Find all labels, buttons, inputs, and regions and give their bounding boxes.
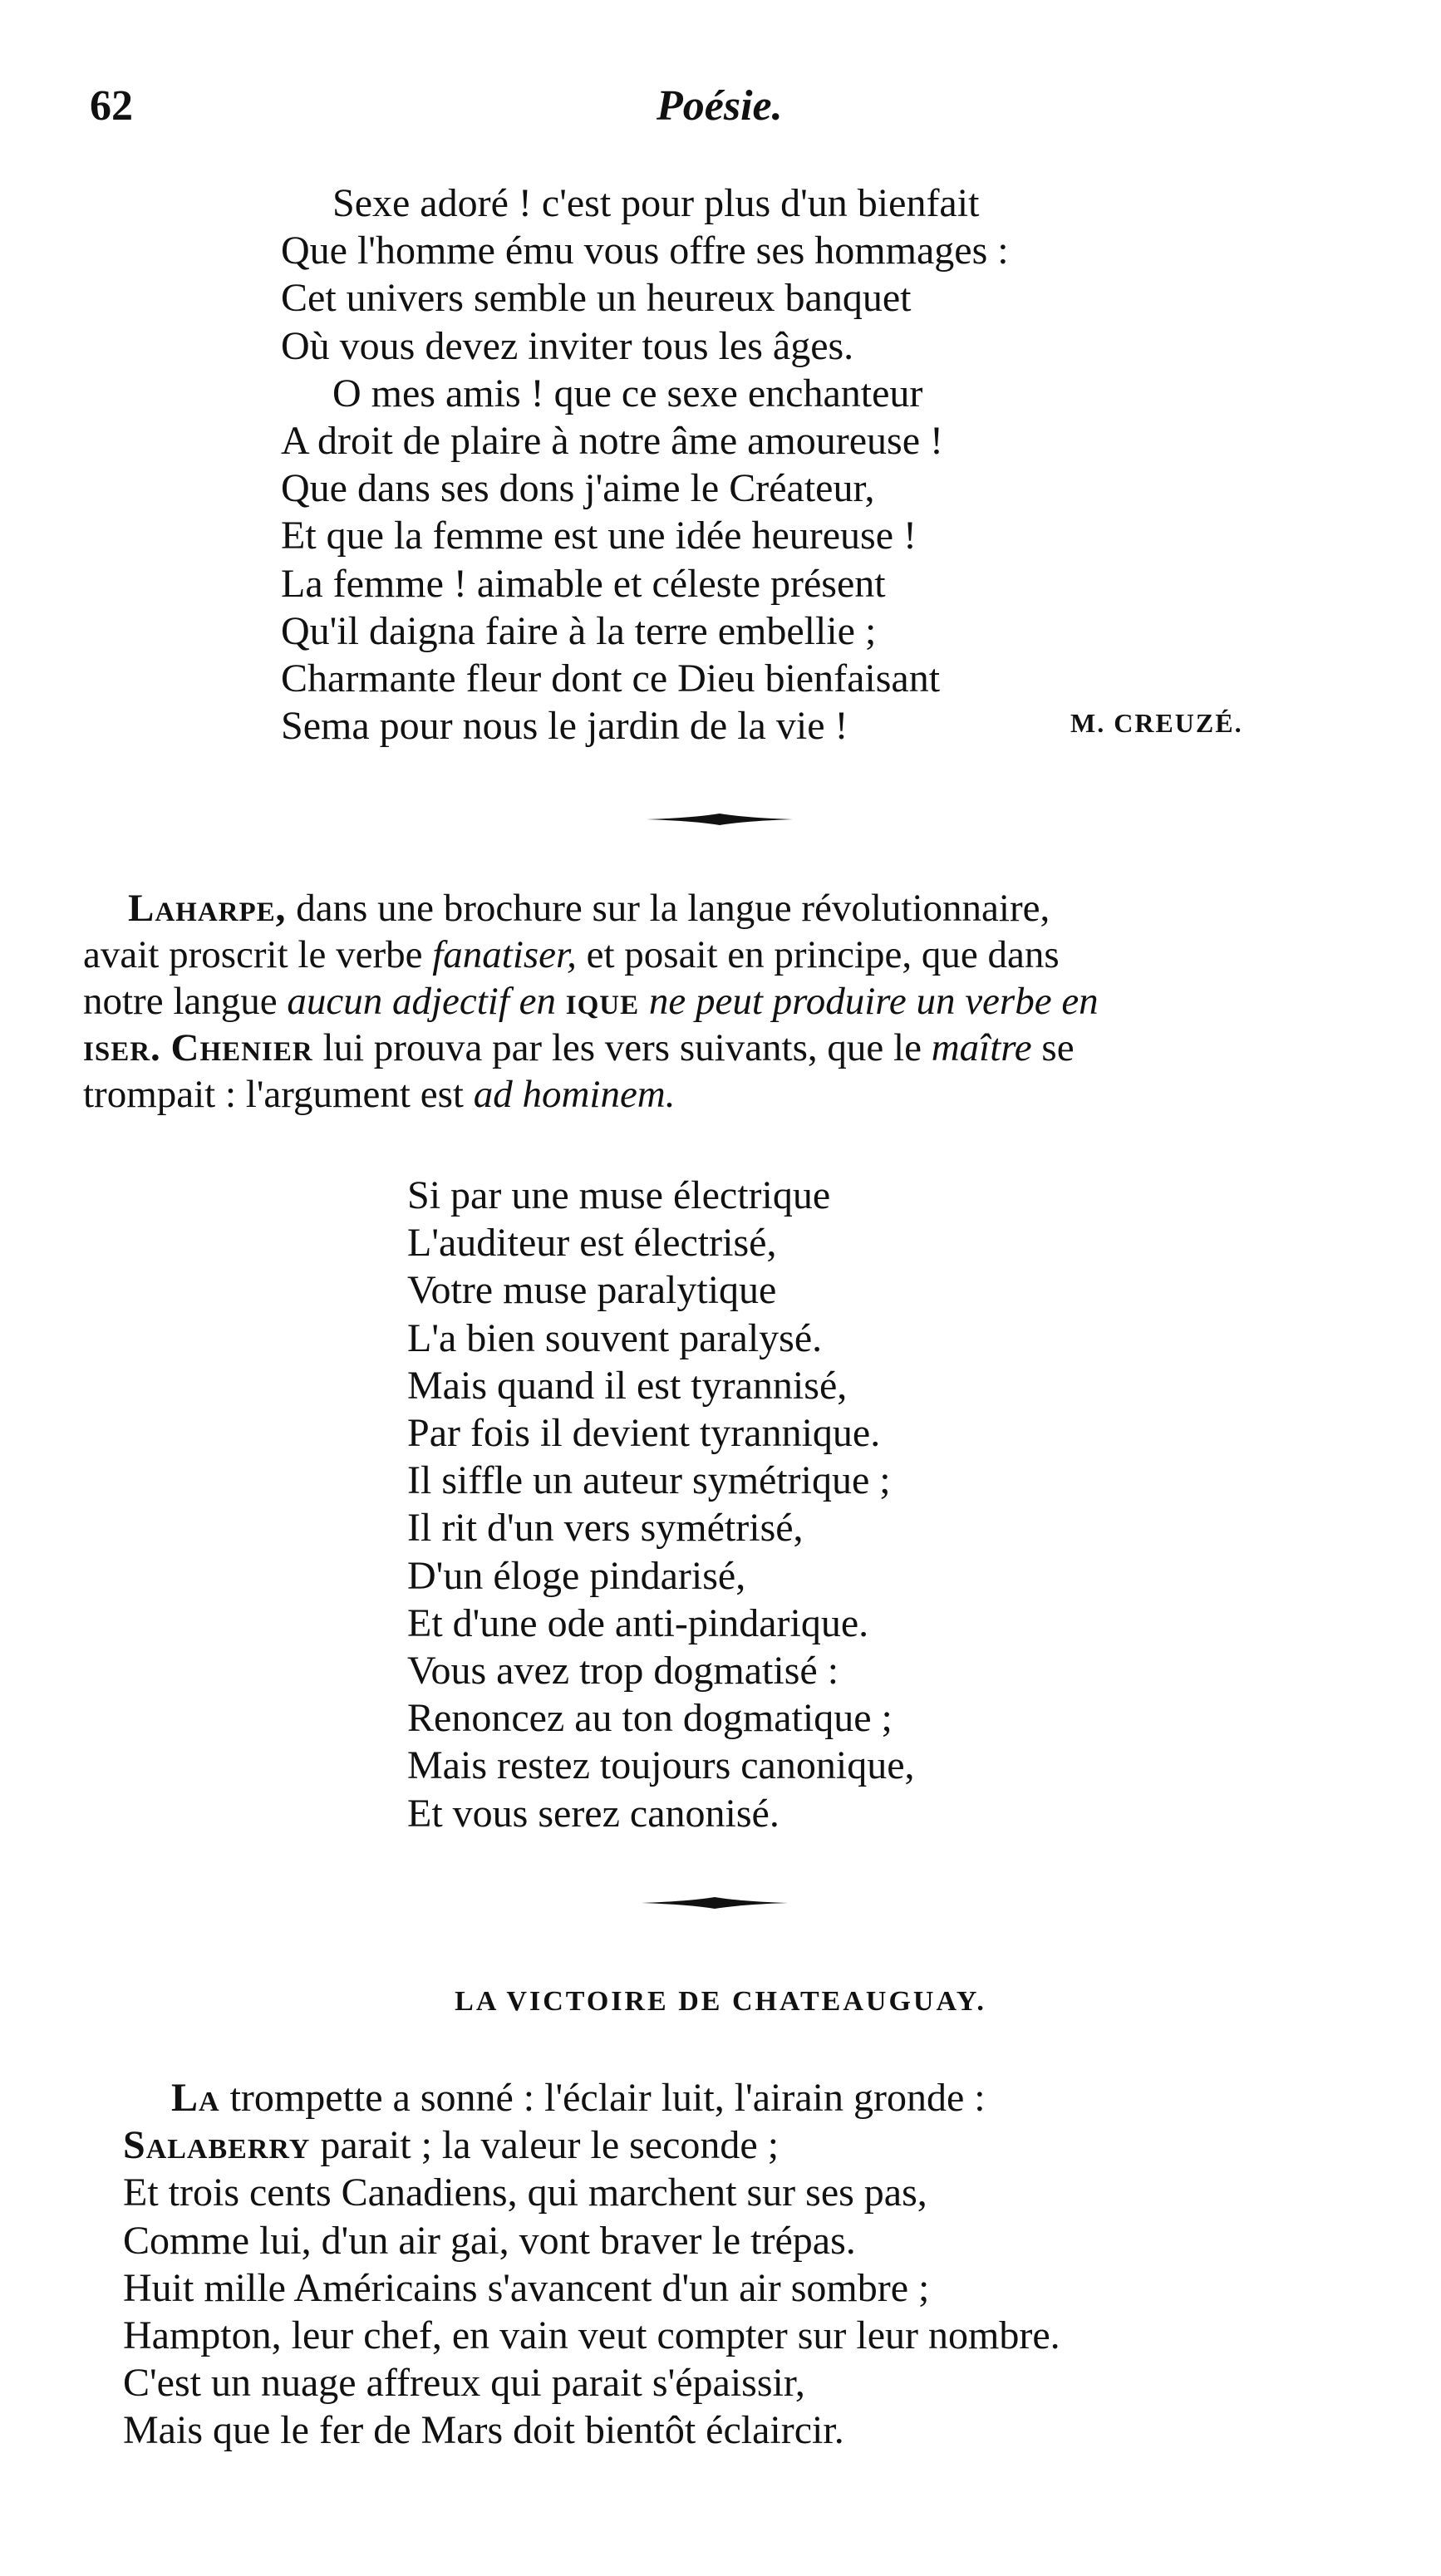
prose-text xyxy=(161,1026,171,1069)
verse-line: A droit de plaire à notre âme amoureuse ! xyxy=(281,419,944,464)
verse-line: Qu'il daigna faire à la terre embellie ; xyxy=(281,608,877,653)
verse-line xyxy=(123,2121,1060,2169)
italic-word: fanatiser, xyxy=(432,933,577,976)
ornament-divider xyxy=(645,811,794,828)
verse-text: trompette a sonné : l'éclair luit, l'airain gronde : xyxy=(219,2076,986,2120)
verse-line: O mes amis ! que ce sexe enchanteur xyxy=(332,371,923,415)
verse-line: Il rit d'un vers symétrisé, xyxy=(407,1506,804,1551)
verse-line: Renoncez au ton dogmatique ; xyxy=(407,1696,893,1741)
italic-phrase: aucun adjectif en xyxy=(287,980,566,1023)
verse-line: Sema pour nous le jardin de la vie ! xyxy=(281,704,848,749)
ornament-rule-icon xyxy=(645,811,794,828)
verse-line: Votre muse paralytique xyxy=(407,1268,777,1313)
author-attribution: M. CREUZÉ. xyxy=(1070,708,1243,738)
ornament-divider xyxy=(640,1895,789,1911)
verse-line: Il siffle un auteur symétrique ; xyxy=(407,1458,891,1503)
poem-chateauguay xyxy=(123,2074,1060,2455)
name-laharpe: Laharpe, xyxy=(128,887,287,930)
verse-line: Mais restez toujours canonique, xyxy=(407,1743,915,1788)
verse-line: Que dans ses dons j'aime le Créateur, xyxy=(281,466,875,511)
drop-caps-word: La xyxy=(171,2076,220,2120)
ornament-rule-icon xyxy=(640,1895,789,1911)
section-title: LA VICTOIRE DE CHATEAUGUAY. xyxy=(455,1986,986,2017)
verse-line xyxy=(123,2074,1060,2121)
prose-line xyxy=(83,1071,1371,1118)
verse-line: Huit mille Américains s'avancent d'un air sombre ; xyxy=(123,2265,930,2310)
verse-line: Et que la femme est une idée heureuse ! xyxy=(281,514,917,558)
prose-text: avait proscrit le verbe xyxy=(83,933,433,976)
verse-line: Vous avez trop dogmatisé : xyxy=(407,1649,839,1694)
verse-line: Et vous serez canonisé. xyxy=(407,1791,780,1836)
verse-line: Si par une muse électrique xyxy=(407,1173,831,1217)
verse-line: Cet univers semble un heureux banquet xyxy=(281,276,912,321)
prose-text: dans une brochure sur la langue révolutionnaire, xyxy=(286,887,1050,930)
name-salaberry: Salaberry xyxy=(123,2123,311,2168)
prose-text: et posait en principe, que dans xyxy=(576,933,1060,976)
prose-text: notre langue xyxy=(83,980,288,1023)
verse-line: Hampton, leur chef, en vain veut compter sur leur nombre. xyxy=(123,2313,1060,2358)
prose-paragraph xyxy=(83,885,1371,1118)
prose-text: se xyxy=(1031,1026,1075,1069)
verse-line: L'a bien souvent paralysé. xyxy=(407,1315,823,1360)
verse-line: Mais quand il est tyrannisé, xyxy=(407,1363,848,1408)
page-header xyxy=(0,81,1441,140)
verse-line: L'auditeur est électrisé, xyxy=(407,1221,777,1266)
page-number: 62 xyxy=(90,82,133,130)
prose-text: trompait : l'argument est xyxy=(83,1073,474,1116)
name-chenier: Chenier xyxy=(170,1026,313,1069)
verse-line: Par fois il devient tyrannique. xyxy=(407,1411,881,1456)
verse-line: Sexe adoré ! c'est pour plus d'un bienfait xyxy=(332,181,980,225)
verse-line: Et trois cents Canadiens, qui marchent sur ses pas, xyxy=(123,2170,927,2215)
verse-line: Comme lui, d'un air gai, vont braver le trépas. xyxy=(123,2218,856,2263)
italic-phrase: ne peut produire un verbe en xyxy=(639,980,1099,1023)
prose-line xyxy=(83,932,1371,978)
verse-line: Charmante fleur dont ce Dieu bienfaisant xyxy=(281,656,941,701)
verse-line: Et d'une ode anti-pindarique. xyxy=(407,1600,869,1645)
poem-muse-electrique xyxy=(407,1172,915,1837)
poem-sexe-adore xyxy=(281,179,1009,750)
small-caps-suffix: ique xyxy=(565,980,640,1023)
verse-line: Mais que le fer de Mars doit bientôt éclaircir. xyxy=(123,2408,844,2453)
verse-line: La femme ! aimable et céleste présent xyxy=(281,561,886,606)
running-head: Poésie. xyxy=(657,82,783,130)
italic-phrase: ad hominem. xyxy=(473,1073,676,1116)
prose-text: lui prouva par les vers suivants, que le xyxy=(312,1026,932,1069)
prose-line xyxy=(83,885,1371,932)
verse-line: Que l'homme ému vous offre ses hommages : xyxy=(281,229,1009,273)
italic-word: maître xyxy=(931,1026,1032,1069)
prose-line xyxy=(83,1025,1371,1071)
verse-line: D'un éloge pindarisé, xyxy=(407,1553,746,1598)
prose-line xyxy=(83,978,1371,1025)
verse-line: C'est un nuage affreux qui parait s'épaissir, xyxy=(123,2361,805,2406)
verse-line: Où vous devez inviter tous les âges. xyxy=(281,323,854,368)
small-caps-suffix: iser. xyxy=(83,1026,161,1069)
verse-text: parait ; la valeur le seconde ; xyxy=(310,2123,780,2168)
